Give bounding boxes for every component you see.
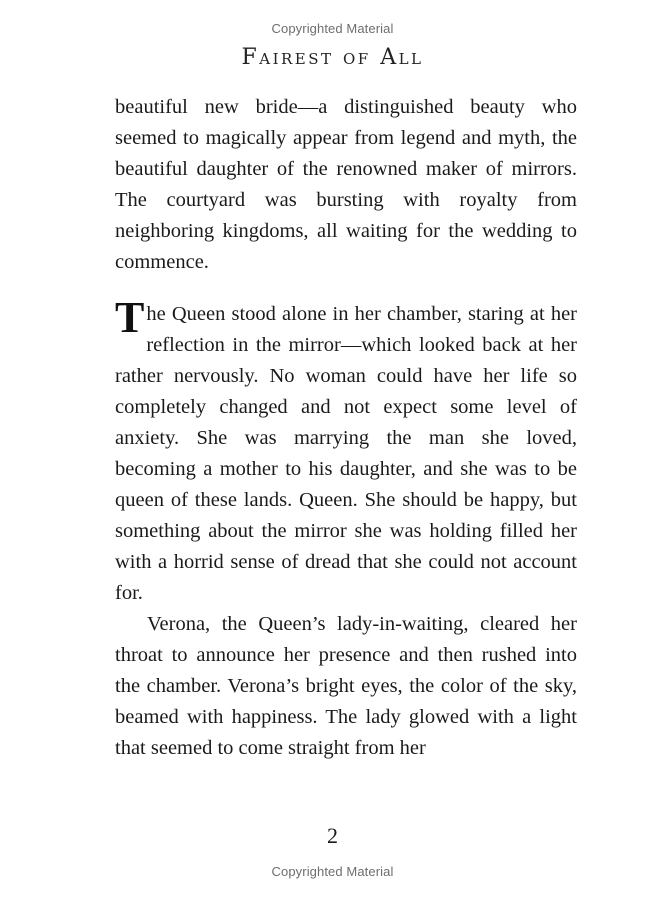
paragraph-2-text: he Queen stood alone in her chamber, staring at her reflection in the mirror—which looked back at her rather nervously. No woman could have her life so completely changed and not expect some level of anxiety. She was marrying the man she loved, becoming a mother to his daughter, and she was to be queen of these lands. Queen. She should be happy, but something about the mirror she was holding filled her with a horrid sense of dread that she could not account for. — [115, 303, 577, 604]
copyright-watermark-top: Copyrighted Material — [271, 21, 394, 36]
drop-cap: T — [115, 293, 145, 342]
copyright-watermark-bottom: Copyrighted Material — [271, 864, 394, 879]
paragraph-2 — [115, 293, 577, 609]
page-number: 2 — [327, 823, 338, 848]
paragraph-1: beautiful new bride—a distinguished beauty who seemed to magically appear from legend and myth, the beautiful daughter of the renowned maker of mirrors. The courtyard was bursting with royalty from neighboring kingdoms, all waiting for the wedding to commence. — [115, 96, 577, 273]
running-head: Fairest of All — [241, 45, 424, 70]
paragraph-3: Verona, the Queen’s lady-in-waiting, cleared her throat to announce her presence and then rushed into the chamber. Verona’s bright eyes, the color of the sky, beamed with happiness. The lady glowed with a light that seemed to come straight from her — [115, 613, 577, 759]
body-text — [115, 90, 577, 764]
